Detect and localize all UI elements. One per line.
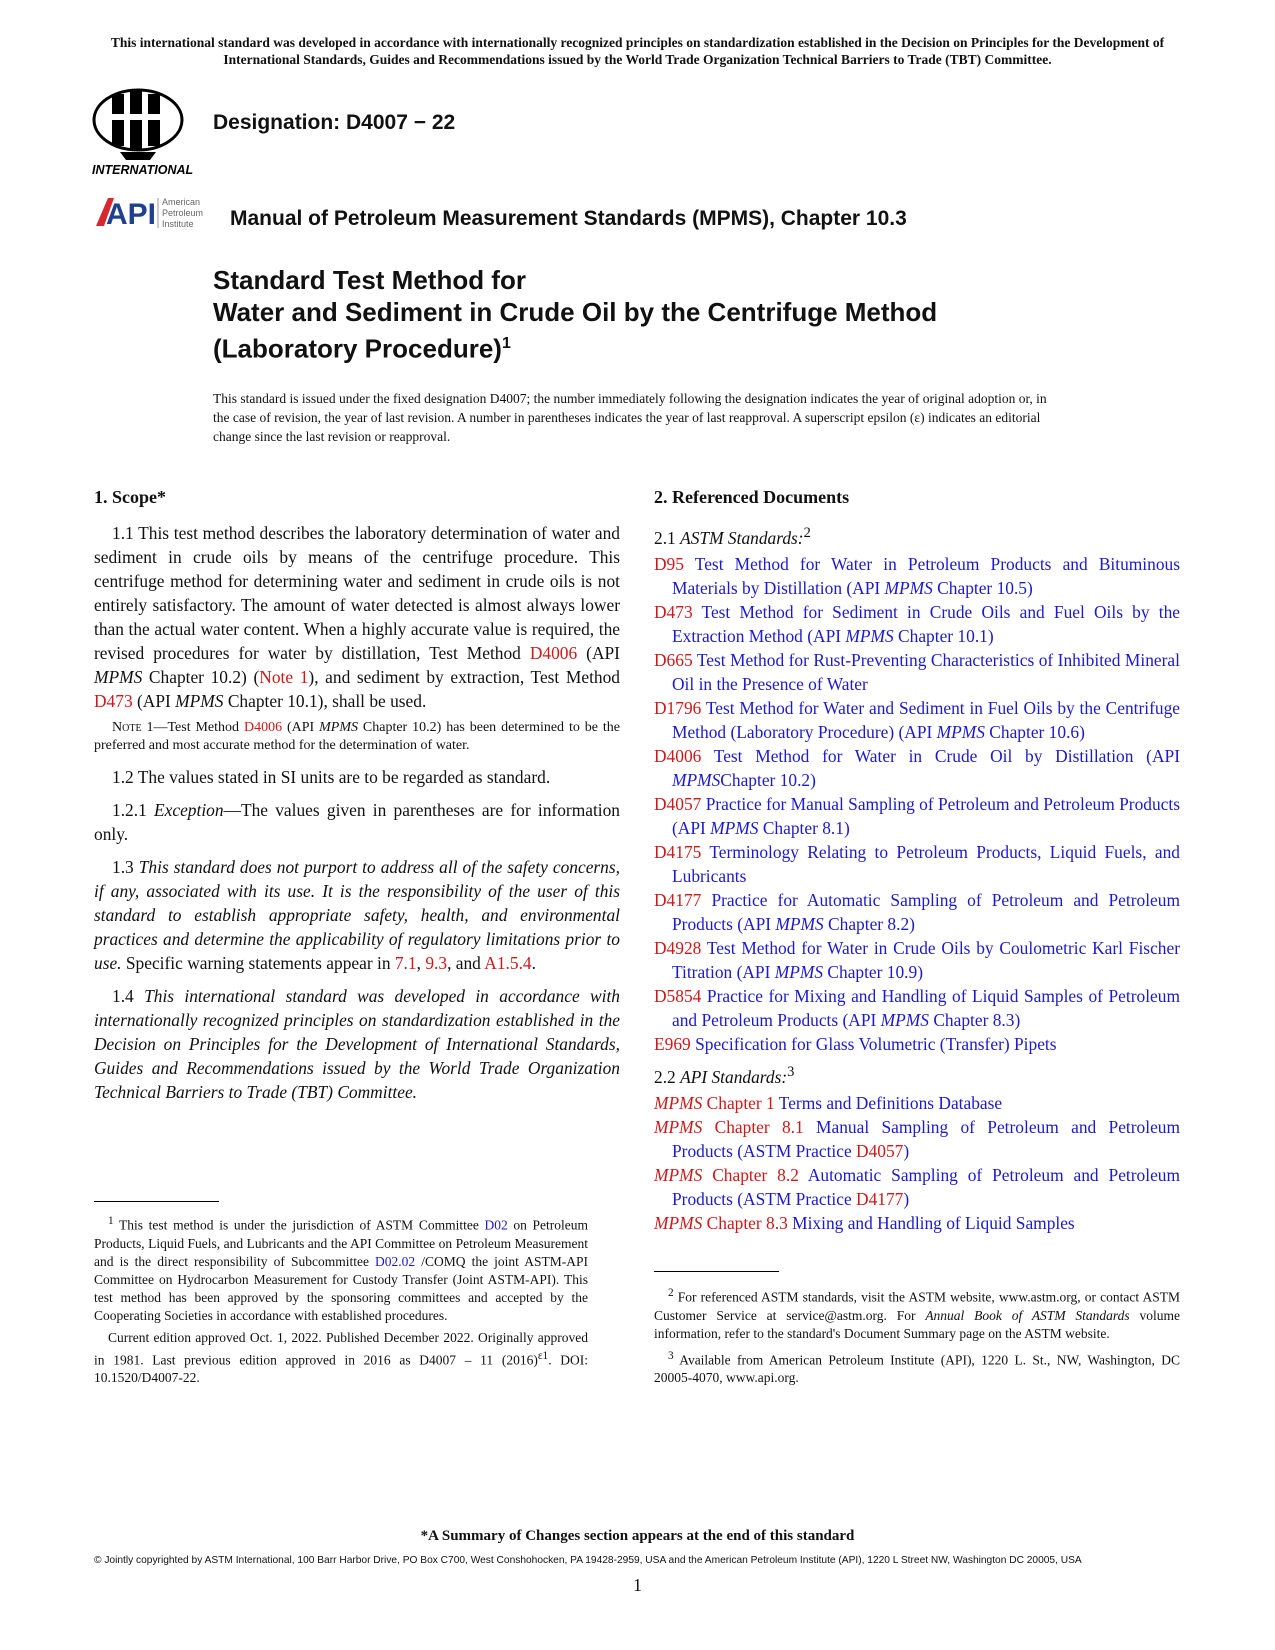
paragraph-1-2: 1.2 The values stated in SI units are to be regarded as standard. (112, 767, 551, 787)
text: , (416, 953, 426, 973)
footnote-mark: 2 (668, 1287, 674, 1299)
paragraph-1-4 (94, 984, 620, 1104)
reference-code-link[interactable] (654, 1165, 799, 1185)
text: This test method is under the jurisdiction of ASTM Committee (113, 1217, 485, 1233)
reference-text: Specification for Glass Volumetric (Transfer) Pipets (695, 1033, 1057, 1054)
reference-code-link[interactable]: D1796 (654, 697, 702, 718)
reference-text: ) (903, 1188, 910, 1209)
mpms-text: MPMS (845, 625, 894, 646)
reference-item (654, 888, 1180, 936)
link-7-1[interactable]: 7.1 (394, 953, 417, 973)
astm-logo-text: INTERNATIONAL (92, 163, 194, 177)
reference-title-link[interactable] (672, 698, 1180, 742)
reference-title-link[interactable] (672, 890, 1180, 934)
scope-heading: 1. Scope* (94, 487, 166, 507)
api-logo-line3: Institute (162, 219, 194, 229)
reference-item (654, 552, 1180, 600)
reference-chapter: Chapter 1 (702, 1092, 775, 1113)
reference-text: Chapter 10.5) (932, 577, 1033, 598)
reference-title-link[interactable] (672, 986, 1180, 1030)
edition-note (94, 1329, 588, 1388)
api-standards-list (654, 1091, 1180, 1235)
reference-code-link[interactable] (654, 1213, 788, 1233)
copyright-line: © Jointly copyrighted by ASTM International, 100 Barr Harbor Drive, PO Box C700, West Conshohocken, PA 19428-2959, USA and the American Petroleum Institute (API), 1220 L Street NW, Washington DC 20005, USA (94, 1555, 1082, 1566)
text: 1.3 (112, 857, 139, 877)
designation: Designation: D4007 − 22 (213, 111, 456, 134)
mpms-text: MPMS (654, 1092, 703, 1113)
footnote-2 (654, 1284, 1180, 1343)
title-line-2: Water and Sediment in Crude Oil by the Centrifuge Method (213, 297, 938, 327)
reference-astm-link[interactable]: D4057 (856, 1140, 904, 1161)
mpms-text: MPMS (175, 691, 224, 711)
text: 2.1 (654, 527, 681, 548)
top-notice: This international standard was developed in accordance with internationally recognized principles on standardization established in the Decision on Principles for the Development of International Standards, Guides and Recommendations issued by the World Trade Organization Technical Barriers to Trade (TBT) Committee. (110, 35, 1165, 67)
mpms-text: MPMS (672, 769, 721, 790)
reference-item (654, 648, 1180, 696)
astm-logo-icon (90, 86, 198, 178)
reference-text: Test Method for Rust-Preventing Characteristics of Inhibited Mineral Oil in the Presence of Water (672, 649, 1180, 694)
reference-title-link[interactable]: Automatic Sampling of Petroleum and Petroleum Products (ASTM Practice (672, 1164, 1181, 1209)
right-column (654, 485, 1180, 1235)
mpms-text: MPMS (774, 961, 824, 982)
reference-title-link[interactable] (672, 794, 1180, 838)
left-column (94, 485, 620, 1113)
document-title (213, 264, 1113, 365)
text: This standard does not purport to address all of the safety concerns, if any, associated with its use. It is the responsibility of the user of this standard to establish appropriate safety, health, and environmental practices and determine the applicability of regulatory limitations prior to use. (94, 857, 620, 973)
paragraph-1-3 (94, 855, 620, 975)
reference-title-link[interactable] (672, 554, 1180, 598)
mpms-text: MPMS (94, 667, 143, 687)
text: 2.2 (654, 1066, 681, 1087)
text: (API (282, 720, 320, 735)
title-footnote-mark: 1 (501, 335, 511, 352)
text: Exception (154, 800, 224, 820)
text: Current edition approved Oct. 1, 2022. Published December 2022. Originally approved in 1981. Last previous edition approved in 2016 as D4007 – 11 (2016) (94, 1329, 588, 1367)
reference-text: Terminology Relating to Petroleum Products, Liquid Fuels, and Lubricants (672, 841, 1180, 886)
mpms-text: MPMS (775, 913, 824, 934)
mpms-text: MPMS (319, 720, 358, 735)
reference-item (654, 1091, 1180, 1115)
footnote-mark: 2 (803, 525, 811, 541)
reference-text: Practice for Manual Sampling of Petroleum and Petroleum Products (API (672, 793, 1180, 838)
text: Specific warning statements appear in (121, 953, 395, 973)
link-d02[interactable]: D02 (484, 1217, 508, 1233)
api-logo-line2: Petroleum (162, 208, 204, 218)
page-number: 1 (633, 1575, 642, 1595)
mpms-text: MPMS (654, 1212, 703, 1233)
footnotes-left (94, 1212, 588, 1391)
text: 1.1 This test method describes the laboratory determination of water and sediment in crude oils by means of the centrifuge procedure. This centrifuge method for determining water and sediment in crude oils is not entirely satisfactory. The amount of water detected is almost always lower than the actual water content. When a highly accurate value is required, the revised procedures for water by distillation, Test Method (94, 523, 620, 663)
reference-text: Test Method for Sediment in Crude Oils and Fuel Oils by the Extraction Method (API (672, 601, 1180, 646)
summary-of-changes-line: *A Summary of Changes section appears at the end of this standard (420, 1528, 855, 1544)
mpms-text: MPMS (884, 577, 933, 598)
footnote-1 (94, 1212, 588, 1325)
reference-text: ) (903, 1140, 910, 1161)
api-logo-abbr: API (106, 198, 157, 231)
link-a1-5-4[interactable]: A1.5.4 (484, 953, 532, 973)
text: Available from American Petroleum Institute (API), 1220 L. St., NW, Washington, DC 20005-4070, www.api.org. (654, 1352, 1180, 1385)
footnote-3 (654, 1347, 1180, 1388)
reference-item (654, 792, 1180, 840)
title-line-1: Standard Test Method for (213, 265, 526, 295)
reference-chapter: Chapter 8.2 (702, 1164, 799, 1185)
text: (API (577, 643, 620, 663)
reference-code-link[interactable]: D5854 (654, 985, 702, 1006)
mpms-text: MPMS (654, 1164, 703, 1185)
reference-item (654, 1163, 1180, 1211)
mpms-text: MPMS (880, 1009, 929, 1030)
text: Chapter 10.2) ( (142, 667, 260, 687)
footnote-mark: 3 (668, 1349, 674, 1362)
reference-code-link[interactable] (654, 1093, 775, 1113)
paragraph-1-2-1 (94, 798, 620, 846)
reference-title-link[interactable]: Manual Sampling of Petroleum and Petroleum Products (ASTM Practice (672, 1116, 1181, 1161)
footnotes-right (654, 1284, 1180, 1391)
reference-text: Test Method for Water in Petroleum Products and Bituminous Materials by Distillation (API (672, 553, 1180, 598)
text: /COMQ the joint ASTM-API Committee on Hydrocarbon Measurement for Custody Transfer (Joint ASTM-API). This test method has been approved by the sponsoring committees and accepted by the Cooperating Societies in accordance with established procedures. (94, 1253, 588, 1323)
text: ε1 (537, 1349, 549, 1362)
mpms-text: MPMS (654, 1116, 703, 1137)
text: on Petroleum Products, Liquid Fuels, and Lubricants and the API Committee on Petroleum Measurement and is the direct responsibility of Subcommittee (94, 1217, 588, 1269)
reference-item (654, 840, 1180, 888)
reference-title-link[interactable]: Mixing and Handling of Liquid Samples (787, 1212, 1075, 1233)
link-d4006[interactable]: D4006 (243, 720, 283, 735)
reference-code-link[interactable]: D4177 (654, 889, 702, 910)
footnote-rule-left (94, 1201, 219, 1202)
text: 1.4 (112, 986, 145, 1006)
mpms-text: MPMS (936, 721, 985, 742)
reference-title-link[interactable] (672, 842, 1180, 886)
text: For referenced ASTM standards, visit the ASTM website, www.astm.org, or contact ASTM Customer Service at service@astm.org. For (654, 1289, 1180, 1323)
text: , and (447, 953, 485, 973)
reference-item (654, 600, 1180, 648)
reference-item (654, 1211, 1180, 1235)
astm-standards-list (654, 552, 1180, 1056)
text: Annual Book of ASTM Standards (925, 1307, 1130, 1323)
api-standards-heading (654, 1060, 1180, 1089)
reference-text: Chapter 8.1) (758, 817, 850, 838)
api-logo-line1: American (162, 197, 201, 207)
reference-text: Chapter 10.6) (984, 721, 1085, 742)
reference-text: Test Method for Water and Sediment in Fuel Oils by the Centrifuge Method (Laboratory Procedure) (API (672, 697, 1180, 742)
reference-item (654, 696, 1180, 744)
text: volume information, refer to the standard's Document Summary page on the ASTM website. (654, 1307, 1180, 1341)
text: Chapter 10.2) has been determined to be the preferred and most accurate method for the determination of water. (94, 720, 620, 753)
text: 1.2.1 (112, 800, 155, 820)
reference-chapter: Chapter 8.3 (702, 1212, 788, 1233)
mpms-text: MPMS (710, 817, 759, 838)
link-9-3[interactable]: 9.3 (425, 953, 448, 973)
reference-title-link[interactable] (672, 746, 1180, 790)
reference-item (654, 984, 1180, 1032)
title-line-3-text: (Laboratory Procedure) (213, 333, 502, 364)
text: Chapter 10.1), shall be used. (223, 691, 427, 711)
reference-text: Test Method for Water in Crude Oils by Coulometric Karl Fischer Titration (API (672, 937, 1180, 982)
reference-text: Practice for Automatic Sampling of Petroleum and Petroleum Products (API (672, 889, 1180, 934)
astm-standards-heading (654, 521, 1180, 550)
reference-code-link[interactable]: D4175 (654, 841, 702, 862)
title-line-3 (213, 328, 1113, 365)
astm-logo (90, 86, 198, 178)
text: —Test Method (153, 720, 244, 735)
reference-text: Practice for Mixing and Handling of Liquid Samples of Petroleum and Petroleum Products (API (672, 985, 1180, 1030)
text: (API (132, 691, 176, 711)
reference-code-link[interactable]: D4006 (654, 745, 702, 766)
reference-code-link[interactable]: D4928 (654, 937, 702, 958)
text: . (531, 953, 536, 973)
reference-text: Test Method for Water in Crude Oil by Distillation (API (713, 745, 1180, 766)
reference-title-link[interactable] (672, 650, 1180, 694)
reference-code-link[interactable]: E969 (654, 1033, 691, 1054)
paragraph-1-1 (94, 521, 620, 713)
reference-astm-link[interactable]: D4177 (856, 1188, 904, 1209)
reference-code-link[interactable]: D4057 (654, 793, 702, 814)
footnote-rule-right (654, 1271, 779, 1272)
reference-item (654, 1115, 1180, 1163)
api-logo-icon (92, 192, 220, 232)
reference-title-link[interactable] (695, 1034, 1056, 1054)
mpms-heading: Manual of Petroleum Measurement Standards (MPMS), Chapter 10.3 (230, 207, 907, 230)
reference-item (654, 1032, 1180, 1056)
reference-text: Chapter 10.1) (893, 625, 994, 646)
text: ASTM Standards: (680, 527, 804, 548)
api-logo (92, 192, 220, 232)
referenced-documents-heading: 2. Referenced Documents (654, 487, 850, 507)
footnote-mark: 3 (787, 1063, 795, 1080)
reference-text: Chapter 8.3) (928, 1009, 1021, 1030)
text: ), and sediment by extraction, Test Method (308, 667, 620, 687)
text: . DOI: 10.1520/D4007-22. (94, 1352, 588, 1385)
link-d02-02[interactable]: D02.02 (375, 1253, 416, 1269)
note-1 (94, 719, 620, 755)
reference-item (654, 744, 1180, 792)
reference-code-link[interactable]: D473 (654, 601, 693, 622)
reference-code-link[interactable]: D665 (654, 649, 693, 670)
reference-title-link[interactable]: Terms and Definitions Database (774, 1092, 1003, 1113)
footnote-mark: 1 (108, 1215, 114, 1227)
text: This international standard was developed in accordance with internationally recognized principles on standardization established in the Decision on Principles for the Development of International Standards, Guides and Recommendations issued by the World Trade Organization Technical Barriers to Trade (TBT) Committee. (94, 986, 620, 1102)
reference-text: Chapter 10.2) (720, 769, 816, 790)
reference-item (654, 936, 1180, 984)
text: API Standards: (680, 1066, 788, 1087)
reference-text: Chapter 10.9) (823, 961, 924, 982)
text: —The values given in parentheses are for information only. (94, 800, 620, 844)
link-note-1[interactable]: Note 1 (259, 667, 309, 687)
issue-note: This standard is issued under the fixed designation D4007; the number immediately following the designation indicates the year of original adoption or, in the case of revision, the year of last revision. A number in parentheses indicates the year of last reapproval. A superscript epsilon (ε) indicates an editorial change since the last revision or reapproval. (213, 391, 1047, 444)
reference-code-link[interactable]: D95 (654, 553, 684, 574)
reference-title-link[interactable] (672, 602, 1180, 646)
reference-code-link[interactable] (654, 1117, 804, 1137)
reference-title-link[interactable] (672, 938, 1180, 982)
link-d4006[interactable]: D4006 (529, 643, 578, 663)
reference-text: Chapter 8.2) (823, 913, 915, 934)
link-d473[interactable]: D473 (94, 691, 133, 711)
reference-chapter: Chapter 8.1 (702, 1116, 804, 1137)
note-label: Note 1 (112, 720, 154, 735)
